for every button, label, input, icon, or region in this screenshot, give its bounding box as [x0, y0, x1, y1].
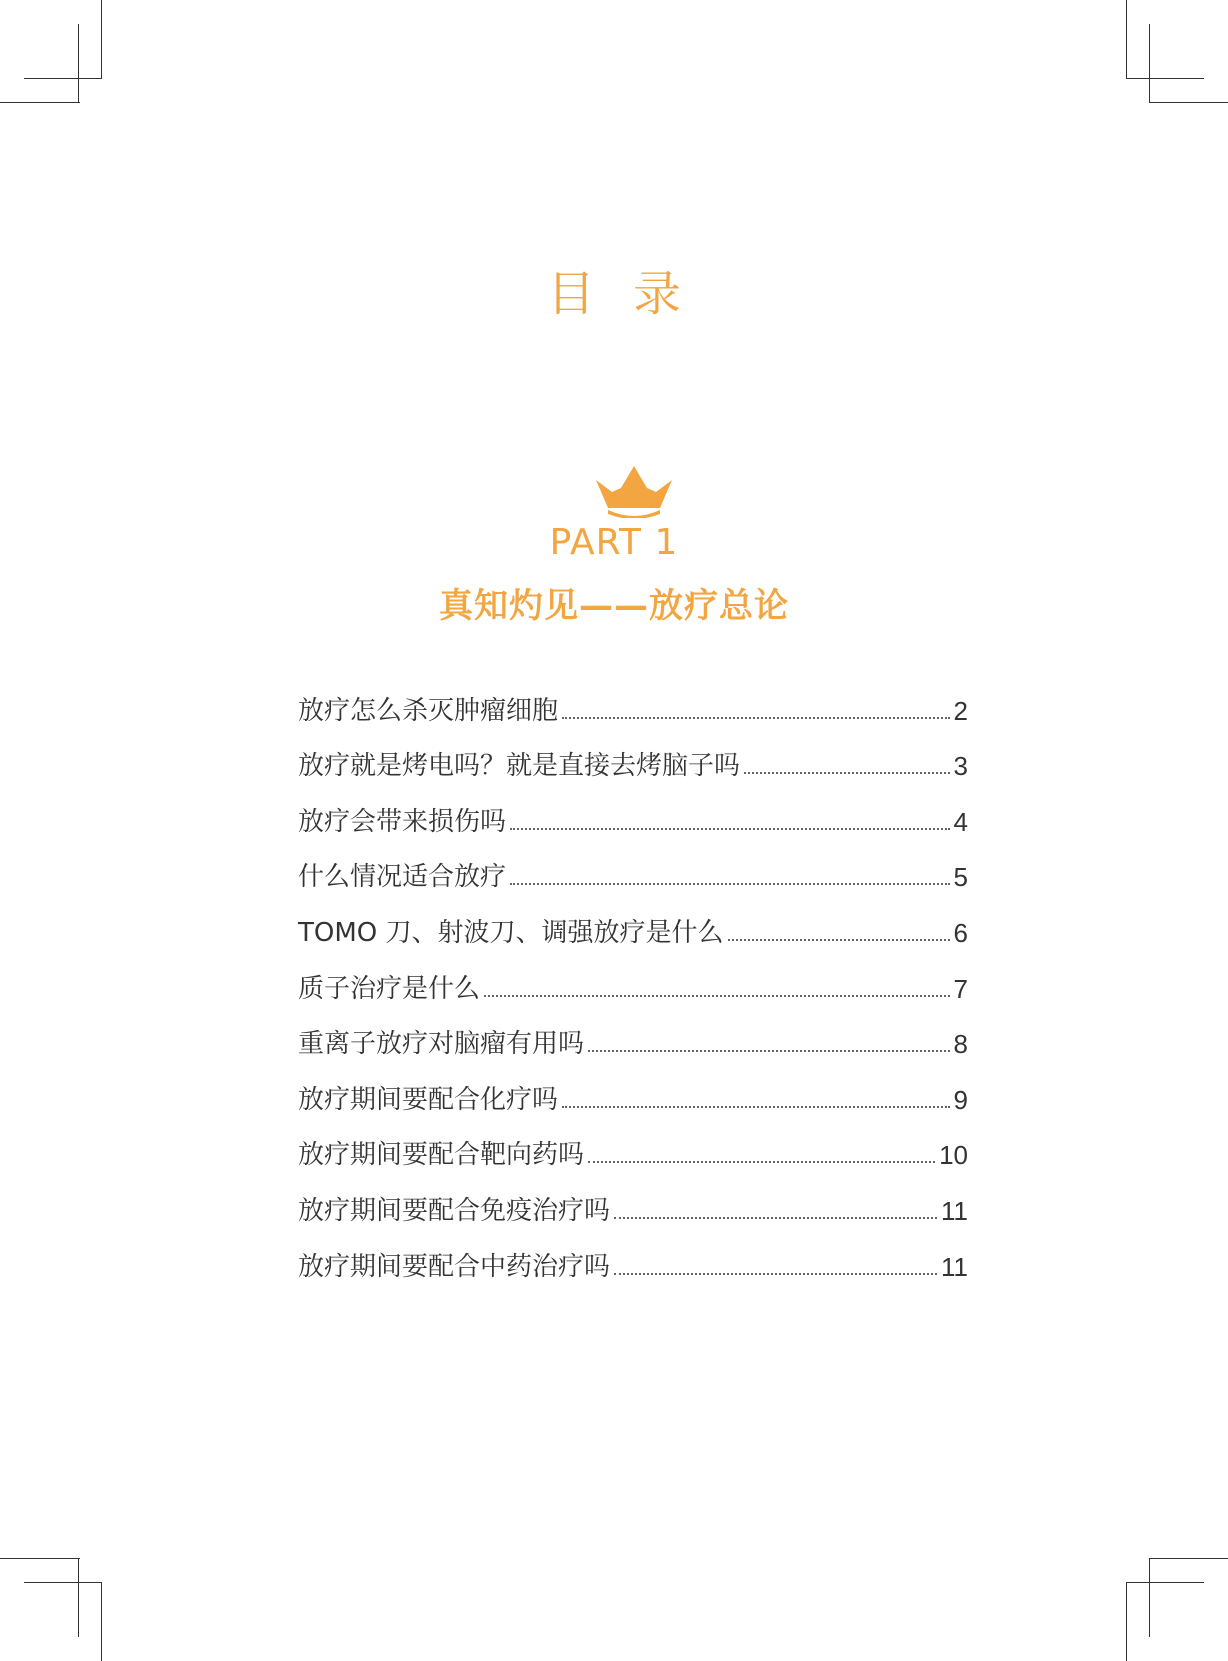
crop-mark: [101, 1582, 102, 1661]
toc-entry-title: 什么情况适合放疗: [298, 862, 507, 893]
toc-entry-page: 7: [953, 973, 968, 1004]
part-label: PART 1: [549, 522, 679, 563]
toc-list: [298, 668, 968, 1280]
crop-mark: [1126, 0, 1127, 79]
crop-mark: [0, 102, 80, 103]
crop-mark: [1126, 1582, 1204, 1583]
toc-entry-title: 放疗会带来损伤吗: [298, 806, 507, 837]
toc-entry[interactable]: [298, 1224, 968, 1280]
toc-entry[interactable]: [298, 1168, 968, 1224]
toc-entry-page: 10: [939, 1140, 968, 1171]
crop-mark: [78, 1558, 79, 1637]
crop-mark: [1149, 24, 1150, 103]
toc-entry[interactable]: [298, 1113, 968, 1169]
toc-leader-dots: [588, 1050, 950, 1052]
part-title: 真知灼见——放疗总论: [439, 586, 789, 626]
toc-entry-page: 8: [953, 1029, 968, 1060]
toc-leader-dots: [728, 939, 950, 941]
toc-entry-title: 放疗期间要配合免疫治疗吗: [298, 1195, 611, 1226]
crop-mark: [1126, 78, 1204, 79]
toc-entry-page: 3: [953, 751, 968, 782]
toc-leader-dots: [614, 1217, 937, 1219]
crop-mark: [1149, 1558, 1228, 1559]
toc-entry-title: TOMO 刀、射波刀、调强放疗是什么: [298, 917, 724, 948]
toc-entry-page: 6: [953, 917, 968, 948]
toc-leader-dots: [562, 717, 950, 719]
toc-entry[interactable]: [298, 668, 968, 724]
toc-entry-page: 11: [941, 1251, 968, 1282]
toc-entry-title: 放疗怎么杀灭肿瘤细胞: [298, 695, 559, 726]
toc-leader-dots: [588, 1161, 935, 1163]
crop-mark: [24, 78, 102, 79]
crop-mark: [1126, 1582, 1127, 1661]
toc-entry-page: 11: [941, 1195, 968, 1226]
toc-entry[interactable]: [298, 1002, 968, 1058]
crown-icon: [594, 466, 674, 518]
toc-leader-dots: [510, 883, 950, 885]
toc-entry-title: 放疗期间要配合中药治疗吗: [298, 1251, 611, 1282]
toc-leader-dots: [744, 772, 950, 774]
crop-mark: [24, 1582, 102, 1583]
toc-entry[interactable]: [298, 890, 968, 946]
crop-mark: [78, 24, 79, 103]
toc-entry-page: 2: [953, 695, 968, 726]
toc-entry-page: 5: [953, 862, 968, 893]
toc-entry-page: 4: [953, 806, 968, 837]
toc-entry[interactable]: [298, 946, 968, 1002]
toc-entry[interactable]: [298, 724, 968, 780]
toc-entry-title: 放疗期间要配合靶向药吗: [298, 1140, 585, 1171]
crop-mark: [101, 0, 102, 79]
page-title: 目录: [546, 266, 719, 322]
crop-mark: [1149, 102, 1228, 103]
crop-mark: [1149, 1558, 1150, 1637]
toc-leader-dots: [614, 1273, 937, 1275]
toc-entry[interactable]: [298, 779, 968, 835]
toc-leader-dots: [562, 1106, 950, 1108]
toc-entry-title: 重离子放疗对脑瘤有用吗: [298, 1029, 585, 1060]
toc-entry[interactable]: [298, 1057, 968, 1113]
toc-entry[interactable]: [298, 835, 968, 891]
toc-leader-dots: [484, 995, 950, 997]
crop-mark: [0, 1558, 80, 1559]
toc-entry-title: 质子治疗是什么: [298, 973, 481, 1004]
toc-entry-page: 9: [953, 1084, 968, 1115]
toc-entry-title: 放疗期间要配合化疗吗: [298, 1084, 559, 1115]
toc-entry-title: 放疗就是烤电吗？就是直接去烤脑子吗: [298, 751, 741, 782]
toc-leader-dots: [510, 828, 950, 830]
